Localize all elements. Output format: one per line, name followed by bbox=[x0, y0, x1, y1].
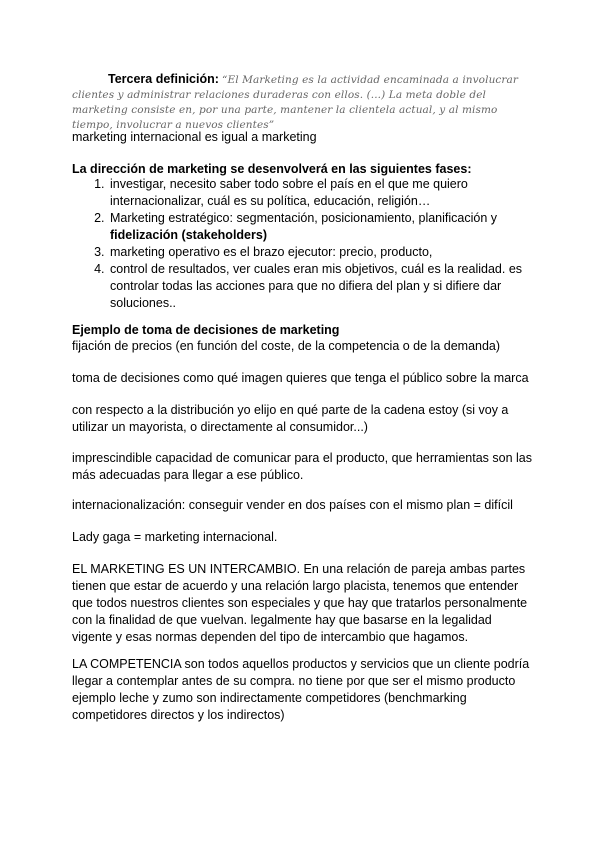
intercambio-paragraph: EL MARKETING ES UN INTERCAMBIO. En una relación de pareja ambas partes tienen que estar de acuerdo y una relación largo placista, tenemos que entender que todos nuestros clientes son especiales y que hay que tratarlos personalmente con la finalidad de que vuelvan. legalmente hay que basarse en la legalidad vigente y esas normas dependen del tipo de intercambio que hagamos. bbox=[72, 562, 528, 644]
phase-item bbox=[108, 176, 548, 210]
phase-item-text: investigar, necesito saber todo sobre el país en el que me quiero internacionalizar, cuál es su política, educación, religión… bbox=[110, 177, 468, 208]
phase-item bbox=[108, 261, 548, 312]
definition-quote: “El Marketing es la actividad encaminada a involucrar clientes y administrar relaciones duraderas con ellos. (...) La meta doble del marketing consiste en, por una parte, mantener la clientela actual, y al mismo tiempo, involucrar a nuevos clientes” bbox=[72, 74, 519, 131]
phases-list bbox=[72, 176, 548, 312]
phase-item-bold: fidelización (stakeholders) bbox=[110, 228, 267, 242]
phase-item-text: Marketing estratégico: segmentación, posicionamiento, planificación y bbox=[110, 211, 498, 225]
decision-ladygaga: Lady gaga = marketing internacional. bbox=[72, 530, 278, 544]
decision-pricing: fijación de precios (en función del coste, de la competencia o de la demanda) bbox=[72, 339, 501, 353]
competencia-paragraph: LA COMPETENCIA son todos aquellos productos y servicios que un cliente podría llegar a contemplar antes de su compra. no tiene por que ser el mismo producto ejemplo leche y zumo son indirectamente competidores (benchmarking competidores directos y los indirectos) bbox=[72, 657, 530, 722]
decision-distribution: con respecto a la distribución yo elijo en qué parte de la cadena estoy (si voy a utilizar un mayorista, o directamente al consumidor...) bbox=[72, 403, 509, 434]
decisions-heading: Ejemplo de toma de decisiones de marketing bbox=[72, 323, 340, 337]
definition-label: Tercera definición: bbox=[108, 72, 219, 86]
phase-item-text: control de resultados, ver cuales eran mis objetivos, cuál es la realidad. es controlar todas las acciones para que no difiera del plan y si difiere dar soluciones.. bbox=[110, 262, 523, 310]
decision-internationalization: internacionalización: conseguir vender en dos países con el mismo plan = difícil bbox=[72, 498, 513, 512]
decision-image: toma de decisiones como qué imagen quieres que tenga el público sobre la marca bbox=[72, 371, 529, 385]
internacional-line: marketing internacional es igual a marketing bbox=[72, 130, 317, 144]
phase-item-text: marketing operativo es el brazo ejecutor: precio, producto, bbox=[110, 245, 433, 259]
third-definition bbox=[72, 72, 532, 133]
phase-item bbox=[108, 210, 548, 244]
phases-heading: La dirección de marketing se desenvolverá en las siguientes fases: bbox=[72, 162, 472, 176]
decision-communication: imprescindible capacidad de comunicar para el producto, que herramientas son las más adecuadas para llegar a ese público. bbox=[72, 451, 532, 482]
phase-item bbox=[108, 244, 548, 261]
